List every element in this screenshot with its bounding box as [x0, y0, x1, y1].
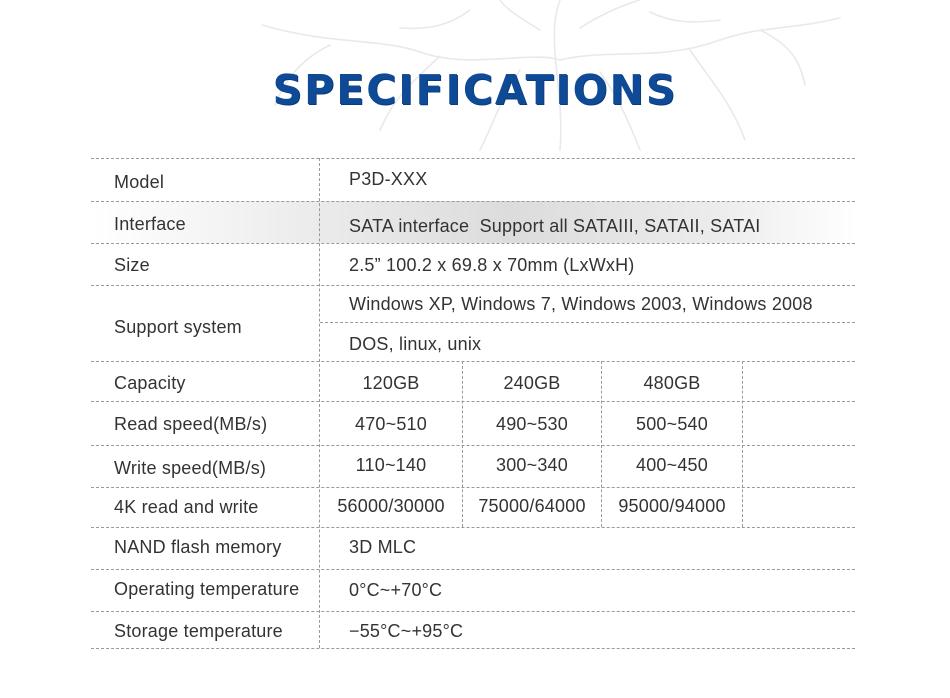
row-divider: [320, 322, 855, 323]
support-system-value-windows: Windows XP, Windows 7, Windows 2003, Windows 2008: [349, 294, 813, 314]
operating-temperature-value: 0°C~+70°C: [349, 580, 443, 600]
row-divider: [91, 158, 855, 159]
support-system-value-dos: DOS, linux, unix: [349, 334, 482, 354]
row-divider: [91, 201, 855, 202]
row-divider: [91, 401, 855, 402]
model-label: Model: [114, 172, 165, 192]
size-value: 2.5” 100.2 x 69.8 x 70mm (LxWxH): [349, 255, 635, 275]
4k-read-write-cell: 75000/64000: [478, 496, 586, 516]
nand-flash-value: 3D MLC: [349, 537, 417, 557]
column-divider: [742, 361, 743, 527]
write-speed-cell: 400~450: [636, 455, 708, 475]
write-speed-cell: 300~340: [496, 455, 568, 475]
row-divider: [91, 243, 855, 244]
row-divider: [91, 285, 855, 286]
capacity-label: Capacity: [114, 373, 186, 393]
interface-value: SATA interface Support all SATAIII, SATAII, SATAI: [349, 216, 761, 236]
model-value: P3D-XXX: [349, 169, 428, 189]
read-speed-cell: 490~530: [496, 414, 568, 434]
interface-label: Interface: [114, 214, 186, 234]
read-speed-cell: 500~540: [636, 414, 708, 434]
storage-temperature-value: −55°C~+95°C: [349, 621, 464, 641]
capacity-cell: 120GB: [362, 373, 420, 393]
read-speed-cell: 470~510: [355, 414, 427, 434]
row-divider: [91, 569, 855, 570]
read-speed-label: Read speed(MB/s): [114, 414, 268, 434]
row-divider: [91, 361, 855, 362]
4k-read-write-label: 4K read and write: [114, 497, 259, 517]
support-system-label: Support system: [114, 317, 242, 337]
4k-read-write-cell: 95000/94000: [618, 496, 726, 516]
row-divider: [91, 611, 855, 612]
row-divider: [91, 445, 855, 446]
row-divider: [91, 487, 855, 488]
write-speed-cell: 110~140: [355, 455, 427, 475]
4k-read-write-cell: 56000/30000: [337, 496, 445, 516]
row-divider: [91, 527, 855, 528]
column-divider: [319, 158, 320, 648]
operating-temperature-label: Operating temperature: [114, 579, 300, 599]
write-speed-label: Write speed(MB/s): [114, 458, 267, 478]
page-title: SPECIFICATIONS: [272, 66, 678, 114]
capacity-cell: 240GB: [503, 373, 561, 393]
capacity-cell: 480GB: [643, 373, 701, 393]
spec-table: [91, 158, 855, 648]
storage-temperature-label: Storage temperature: [114, 621, 283, 641]
nand-flash-label: NAND flash memory: [114, 537, 282, 557]
row-divider: [91, 648, 855, 649]
size-label: Size: [114, 255, 150, 275]
